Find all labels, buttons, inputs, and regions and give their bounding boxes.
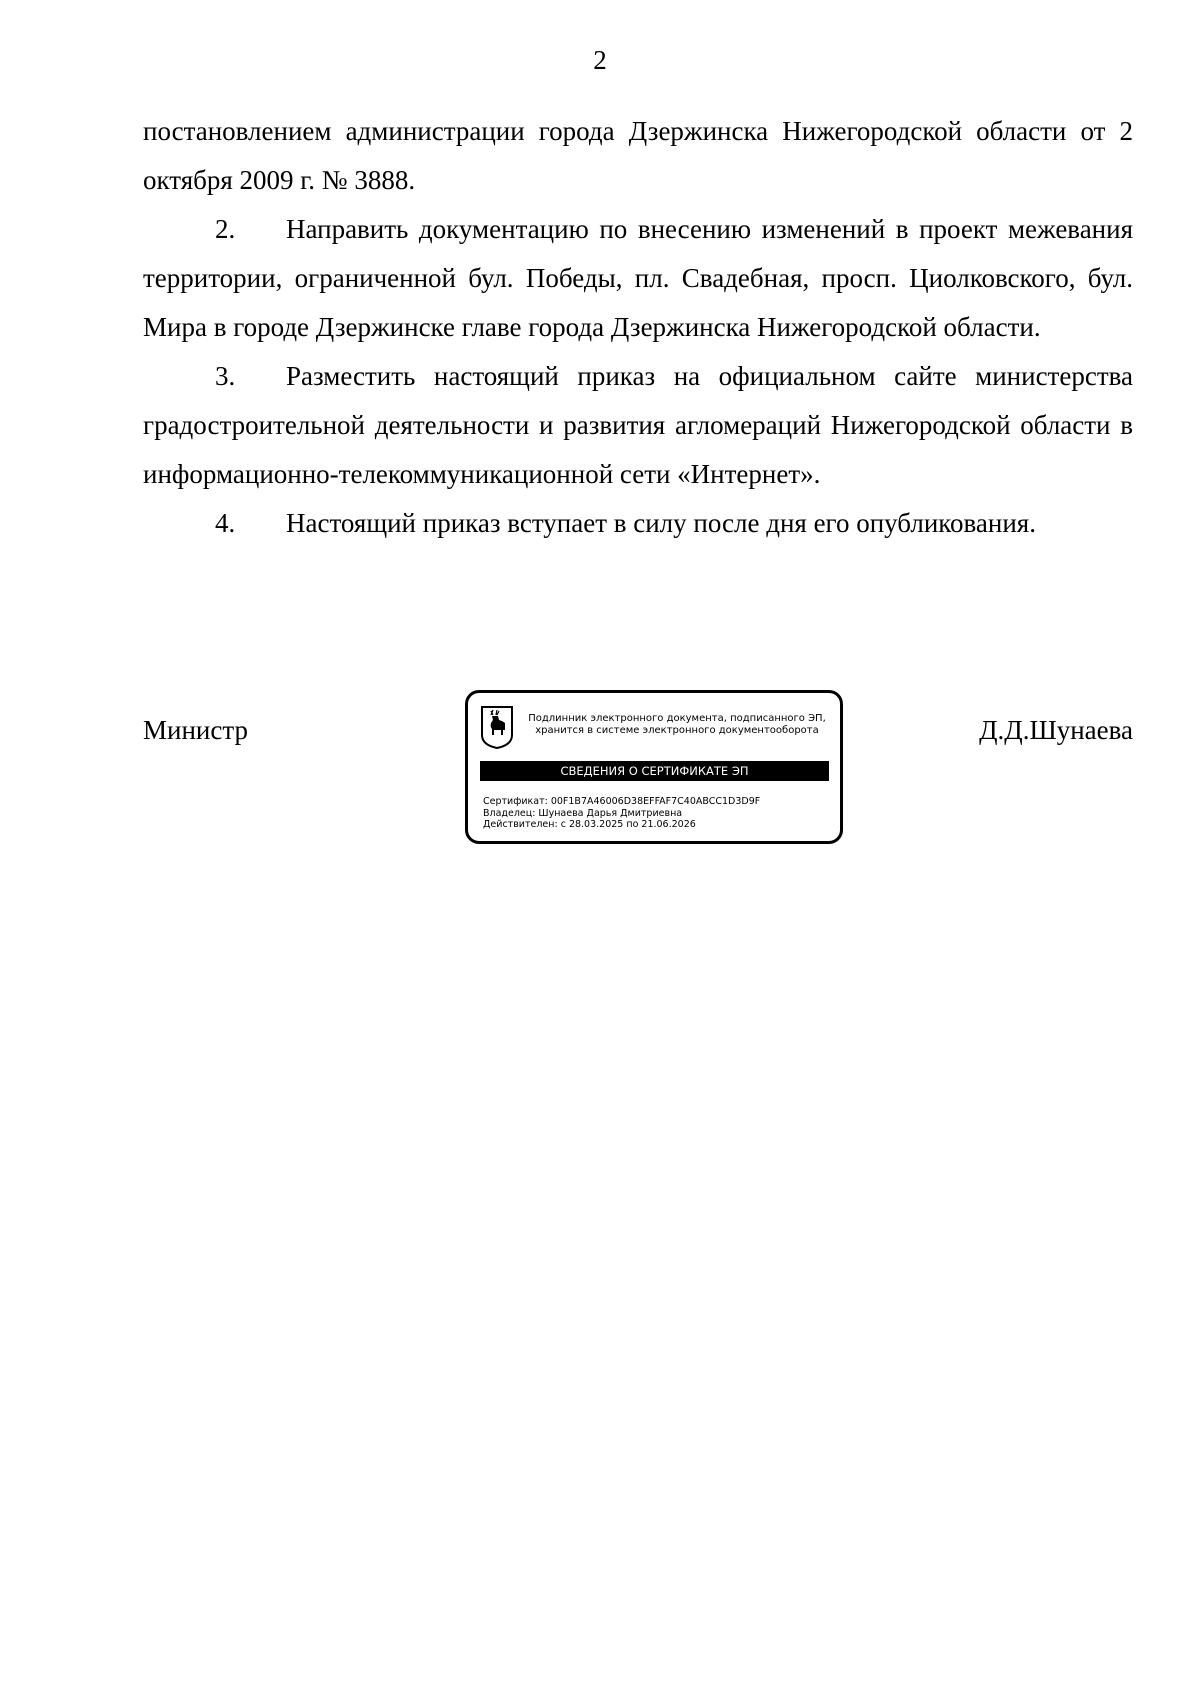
paragraph-item-3 [143,352,1133,499]
stamp-header-line2: хранится в системе электронного документооборота [535,725,819,736]
paragraph-item-2 [143,205,1133,352]
item-text: Направить документацию по внесению изменений в проект межевания территории, ограниченной бул. Победы, пл. Свадебная, просп. Циолковского, бул. Мира в городе Дзержинске главе города Дзержинска Нижегородской области. [143,214,1133,342]
certificate-validity: Действителен: с 28.03.2025 по 21.06.2026 [483,819,696,830]
paragraph-item-4 [143,499,1133,548]
certificate-owner: Владелец: Шунаева Дарья Дмитриевна [483,807,683,819]
item-text: Разместить настоящий приказ на официальном сайте министерства градостроительной деятельности и развития агломераций Нижегородской области в информационно-телекоммуникационной сети «Интернет». [143,361,1133,489]
stamp-details [483,796,760,831]
deer-emblem-icon [480,705,514,749]
page-number: 2 [593,45,607,75]
stamp-header [518,713,836,737]
signature-block [143,690,1133,850]
document-body [143,107,1133,548]
signer-name: Д.Д.Шунаева [979,715,1133,745]
item-number: 2. [215,214,236,244]
electronic-signature-stamp [465,690,843,844]
item-number: 3. [215,361,236,391]
item-text: Настоящий приказ вступает в силу после дня его опубликования. [286,508,1036,538]
stamp-header-line1: Подлинник электронного документа, подписанного ЭП, [528,713,826,724]
paragraph-continuation: постановлением администрации города Дзержинска Нижегородской области от 2 октября 2009 г. № 3888. [143,116,1133,195]
item-number: 4. [215,508,236,538]
stamp-certificate-title: СВЕДЕНИЯ О СЕРТИФИКАТЕ ЭП [480,761,829,781]
certificate-number: Сертификат: 00F1B7A46006D38EFFAF7C40ABCC1D3D9F [483,796,761,807]
signer-role: Министр [143,715,248,745]
